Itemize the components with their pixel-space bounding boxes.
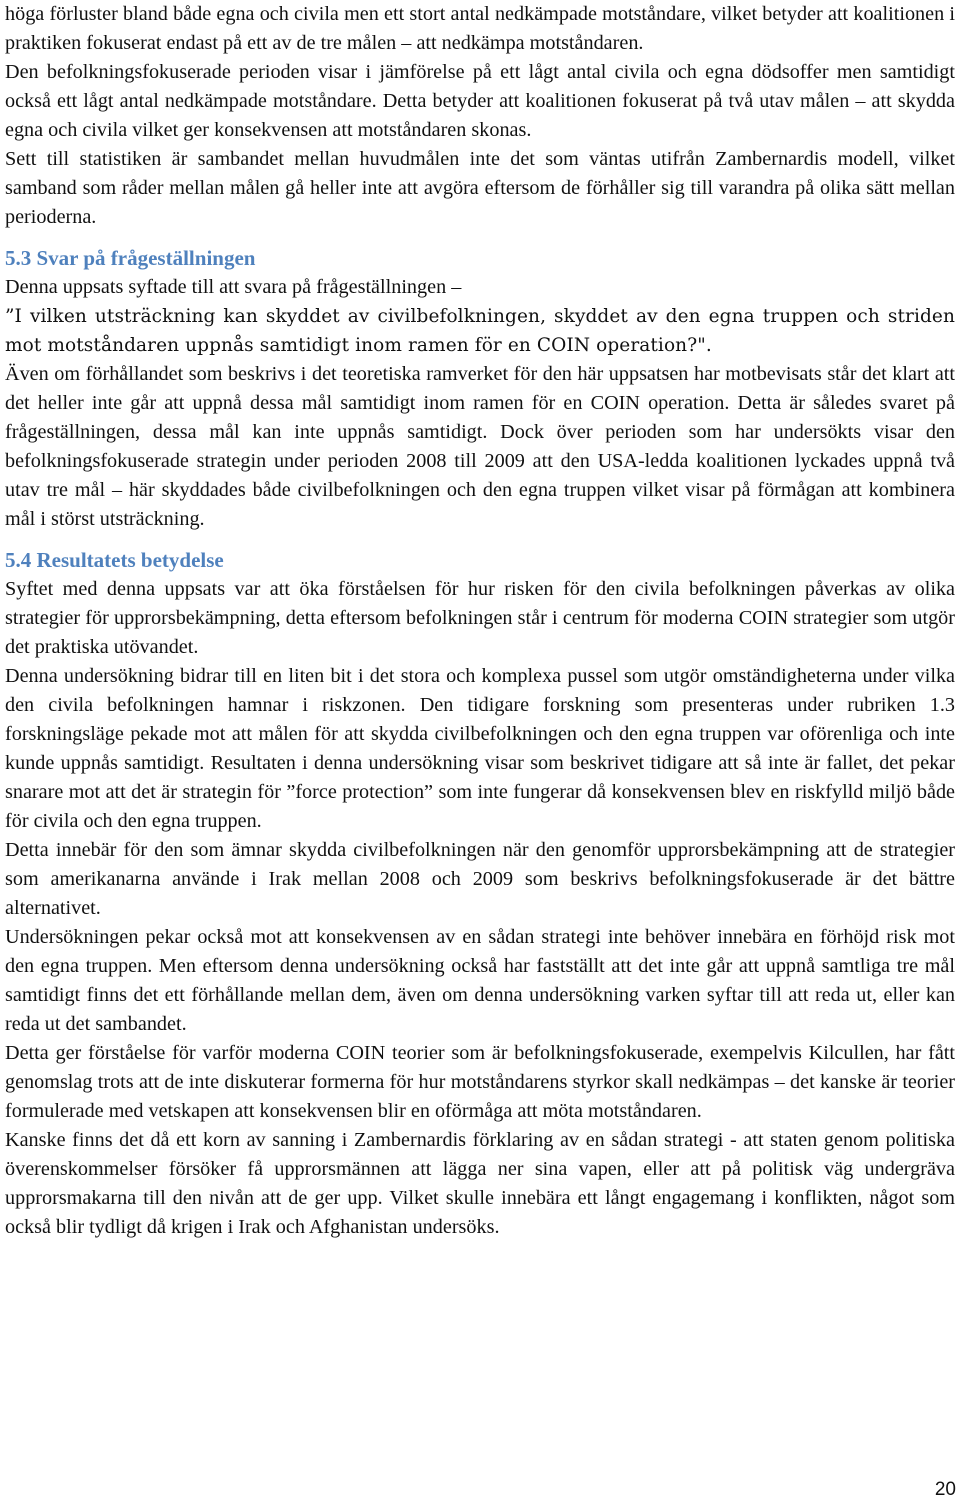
research-question-quote: ”I vilken utsträckning kan skyddet av civilbefolkningen, skyddet av den egna truppen och striden mot motståndaren uppnås samtidigt inom ramen för en COIN operation?". bbox=[5, 306, 955, 356]
paragraph: Detta innebär för den som ämnar skydda civilbefolkningen när den genomför upprorsbekämpning att de strategier som amerikanarna använde i Irak mellan 2008 och 2009 som beskrivs befolkningsfokuserade är det bättre alternativet. bbox=[5, 839, 955, 919]
section-heading-5-4: 5.4 Resultatets betydelse bbox=[5, 548, 224, 572]
paragraph: Syftet med denna uppsats var att öka förståelsen för hur risken för den civila befolkningen påverkas av olika strategier för upprorsbekämpning, detta eftersom befolkningen står i centrum för moderna COIN strategier som utgör det praktiska utövandet. bbox=[5, 578, 955, 658]
document-page bbox=[5, 0, 955, 1242]
paragraph: Denna uppsats syftade till att svara på frågeställningen – bbox=[5, 276, 462, 298]
paragraph: höga förluster bland både egna och civila men ett stort antal nedkämpade motståndare, vilket betyder att koalitionen i praktiken fokuserat endast på ett av de tre målen – att nedkämpa motståndaren. bbox=[5, 3, 955, 54]
paragraph: Även om förhållandet som beskrivs i det teoretiska ramverket för den här uppsatsen har motbevisats står det klart att det heller inte går att uppnå dessa mål samtidigt inom ramen för en COIN operation. Detta är således svaret på frågeställningen, dessa mål kan inte uppnås samtidigt. Dock över perioden som har undersökts visar den befolkningsfokuserade strategin under perioden 2008 till 2009 att den USA-ledda koalitionen lyckades uppnå två utav tre mål – här skyddades både civilbefolkningen och den egna truppen vilket visar på förmågan att kombinera mål i störst utsträckning. bbox=[5, 363, 955, 530]
paragraph: Undersökningen pekar också mot att konsekvensen av en sådan strategi inte behöver innebära en förhöjd risk mot den egna truppen. Men eftersom denna undersökning också har fastställt att det inte går att uppnå samtliga tre mål samtidigt finns det ett förhållande mellan dem, även om denna undersökning varken syftar till att reda ut, eller kan reda ut det sambandet. bbox=[5, 926, 955, 1035]
paragraph: Detta ger förståelse för varför moderna COIN teorier som är befolkningsfokuserade, exempelvis Kilcullen, har fått genomslag trots att de inte diskuterar formerna för hur motståndarens styrkor skall nedkämpas – det kanske är teorier formulerade med vetskapen att konsekvensen blir en oförmåga att möta motståndaren. bbox=[5, 1042, 955, 1122]
page-number: 20 bbox=[934, 1479, 956, 1500]
paragraph: Sett till statistiken är sambandet mellan huvudmålen inte det som väntas utifrån Zambernardis modell, vilket samband som råder mellan målen gå heller inte att avgöra eftersom de förhåller sig till varandra på olika sätt mellan perioderna. bbox=[5, 148, 955, 228]
paragraph: Kanske finns det då ett korn av sanning i Zambernardis förklaring av en sådan strategi - att staten genom politiska överenskommelser försöker få upprorsmännen att lägga ner sina vapen, eller att på politisk väg undergräva upprorsmakarna till den nivån att de ger upp. Vilket skulle innebära ett långt engagemang i konflikten, något som också blir tydligt då krigen i Irak och Afghanistan undersöks. bbox=[5, 1129, 955, 1238]
paragraph: Denna undersökning bidrar till en liten bit i det stora och komplexa pussel som utgör omständigheterna under vilka den civila befolkningen hamnar i riskzonen. Den tidigare forskning som presenteras under rubriken 1.3 forskningsläge pekade mot att målen för att skydda civilbefolkningen och den egna truppen var oförenliga och inte kunde uppnås samtidigt. Resultaten i denna undersökning visar som beskrivet tidigare att så inte är fallet, det pekar snarare mot att det är strategin för ”force protection” som inte fungerar då konsekvensen blev en riskfylld miljö både för civila och den egna truppen. bbox=[5, 665, 955, 832]
paragraph: Den befolkningsfokuserade perioden visar i jämförelse på ett lågt antal civila och egna dödsoffer men samtidigt också ett lågt antal nedkämpade motståndare. Detta betyder att koalitionen fokuserat på två utav målen – att skydda egna och civila vilket ger konsekvensen att motståndaren skonas. bbox=[5, 61, 955, 141]
section-heading-5-3: 5.3 Svar på frågeställningen bbox=[5, 246, 256, 270]
